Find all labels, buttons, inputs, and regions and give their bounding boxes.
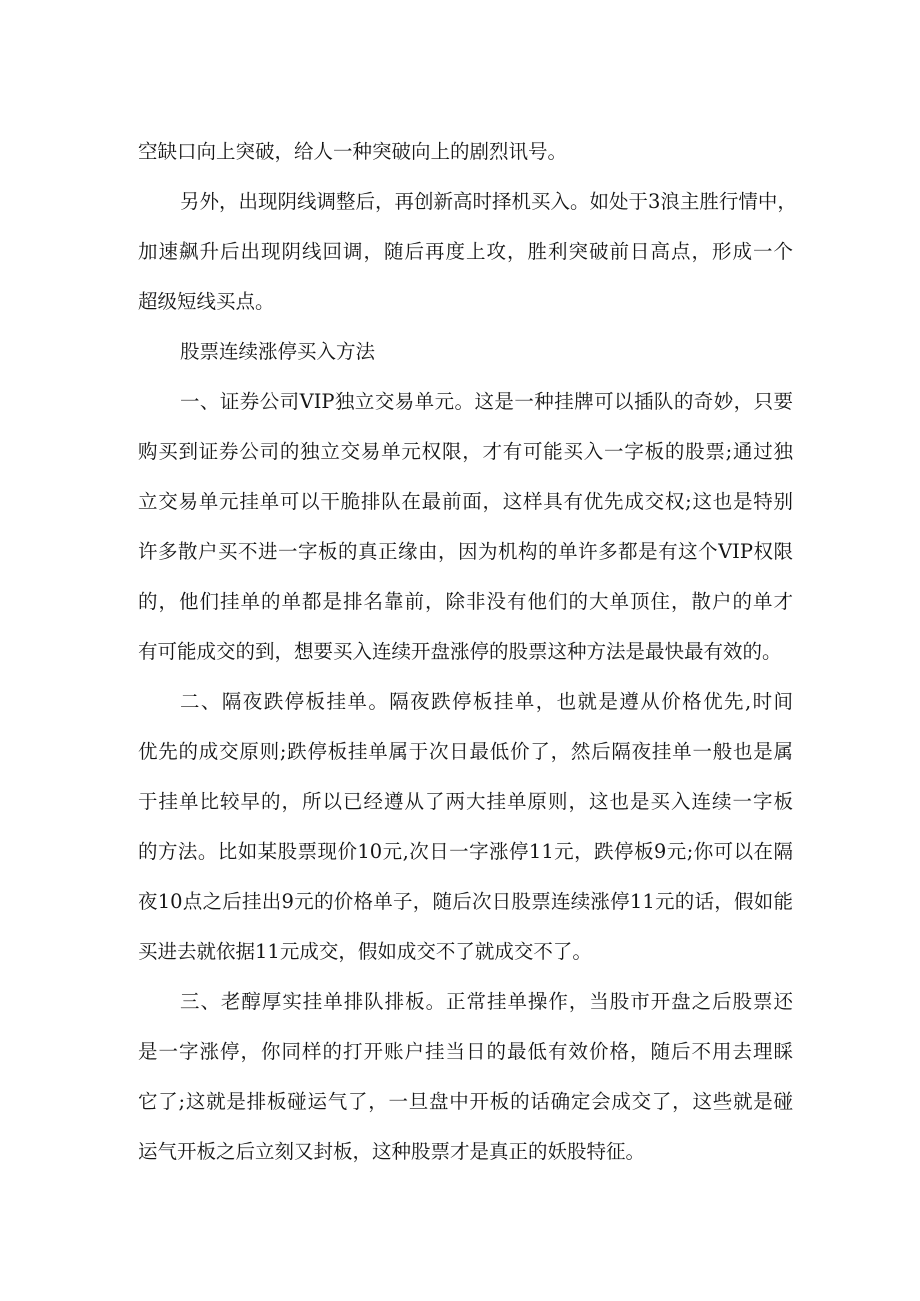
paragraph-line: 它了;这就是排板碰运气了，一旦盘中开板的话确定会成交了，这些就是碰 (138, 1090, 793, 1113)
paragraph-line: 购买到证券公司的独立交易单元权限，才有可能买入一字板的股票;通过独 (138, 440, 793, 463)
paragraph-line: 买进去就依据11元成交，假如成交不了就成交不了。 (138, 940, 592, 963)
section-heading: 股票连续涨停买入方法 (180, 340, 376, 363)
paragraph-line: 超级短线买点。 (138, 290, 275, 313)
paragraph-line: 是一字涨停，你同样的打开账户挂当日的最低有效价格，随后不用去理睬 (138, 1040, 793, 1063)
paragraph-line: 立交易单元挂单可以干脆排队在最前面，这样具有优先成交权;这也是特别 (138, 490, 793, 513)
paragraph-line: 一、证券公司VIP独立交易单元。这是一种挂牌可以插队的奇妙，只要 (180, 390, 793, 413)
paragraph-line: 于挂单比较早的，所以已经遵从了两大挂单原则，这也是买入连续一字板 (138, 790, 793, 813)
paragraph-line: 的方法。比如某股票现价10元,次日一字涨停11元，跌停板9元;你可以在隔 (138, 840, 793, 863)
paragraph-line: 优先的成交原则;跌停板挂单属于次日最低价了，然后隔夜挂单一般也是属 (138, 740, 793, 763)
paragraph-line: 空缺口向上突破，给人一种突破向上的剧烈讯号。 (138, 140, 568, 163)
paragraph-line: 加速飙升后出现阴线回调，随后再度上攻，胜利突破前日高点，形成一个 (138, 240, 793, 263)
paragraph-line: 运气开板之后立刻又封板，这种股票才是真正的妖股特征。 (138, 1140, 646, 1163)
paragraph-line: 许多散户买不进一字板的真正缘由，因为机构的单许多都是有这个VIP权限 (138, 540, 793, 563)
paragraph-line: 二、隔夜跌停板挂单。隔夜跌停板挂单，也就是遵从价格优先,时间 (180, 690, 793, 713)
paragraph-line: 三、老醇厚实挂单排队排板。正常挂单操作，当股市开盘之后股票还 (180, 990, 793, 1013)
paragraph-line: 另外，出现阴线调整后，再创新高时择机买入。如处于3浪主胜行情中， (180, 190, 797, 213)
paragraph-line: 夜10点之后挂出9元的价格单子，随后次日股票连续涨停11元的话，假如能 (138, 890, 793, 913)
paragraph-line: 有可能成交的到，想要买入连续开盘涨停的股票这种方法是最快最有效的。 (138, 640, 782, 663)
paragraph-line: 的，他们挂单的单都是排名靠前，除非没有他们的大单顶住，散户的单才 (138, 590, 793, 613)
